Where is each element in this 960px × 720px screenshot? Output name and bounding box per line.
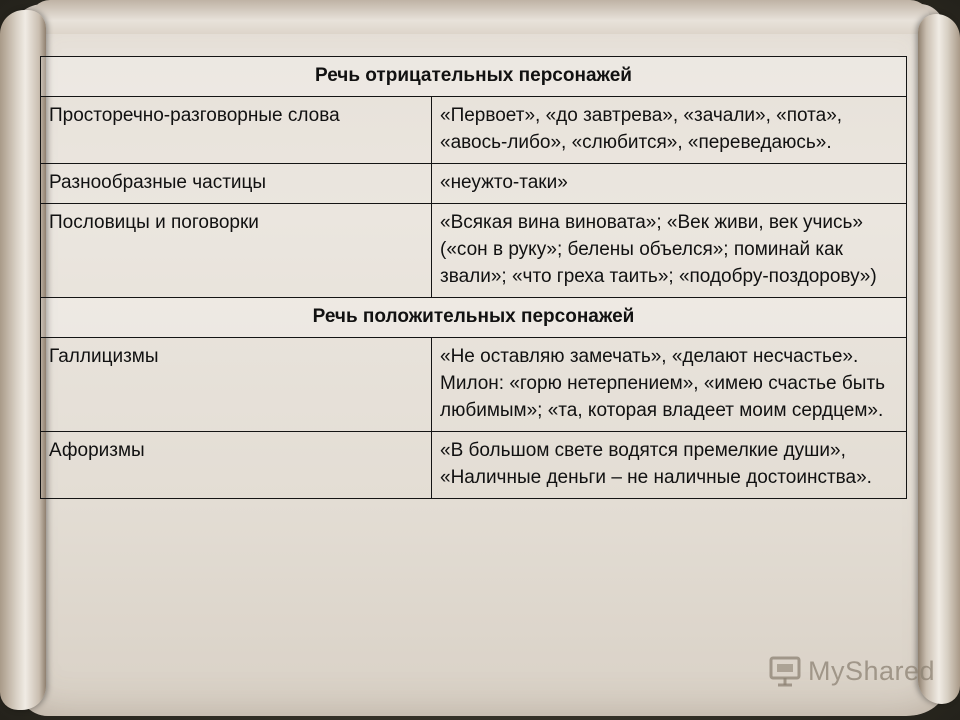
- watermark-text: MyShared: [808, 655, 936, 686]
- watermark: [768, 654, 935, 688]
- section-header-row: [41, 57, 907, 97]
- table-row: [41, 97, 907, 164]
- category-cell: Просторечно-разговорные слова: [41, 97, 432, 164]
- speech-characteristics-table: [40, 56, 907, 499]
- category-cell: Афоризмы: [41, 432, 432, 499]
- presentation-board-icon: [768, 654, 802, 688]
- examples-cell: «В большом свете водятся премелкие души», «Наличные деньги – не наличные достоинства».: [432, 432, 907, 499]
- table-row: [41, 204, 907, 298]
- table-row: [41, 164, 907, 204]
- examples-cell: «Первоет», «до завтрева», «зачали», «пота», «авось-либо», «слюбится», «переведаюсь».: [432, 97, 907, 164]
- scroll-top-edge: [30, 0, 930, 34]
- scroll-roll-right: [918, 14, 960, 704]
- table-row: [41, 338, 907, 432]
- examples-cell: «Не оставляю замечать», «делают несчастье». Милон: «горю нетерпением», «имею счастье быть любимым»; «та, которая владеет моим сердцем».: [432, 338, 907, 432]
- positive-characters-header: Речь положительных персонажей: [41, 298, 907, 338]
- negative-characters-header: Речь отрицательных персонажей: [41, 57, 907, 97]
- category-cell: Галлицизмы: [41, 338, 432, 432]
- category-cell: Разнообразные частицы: [41, 164, 432, 204]
- examples-cell: «Всякая вина виновата»; «Век живи, век учись» («сон в руку»; белены объелся»; поминай как звали»; «что греха таить»; «подобру-поздорову»): [432, 204, 907, 298]
- category-cell: Пословицы и поговорки: [41, 204, 432, 298]
- table-row: [41, 432, 907, 499]
- section-header-row: [41, 298, 907, 338]
- examples-cell: «неужто-таки»: [432, 164, 907, 204]
